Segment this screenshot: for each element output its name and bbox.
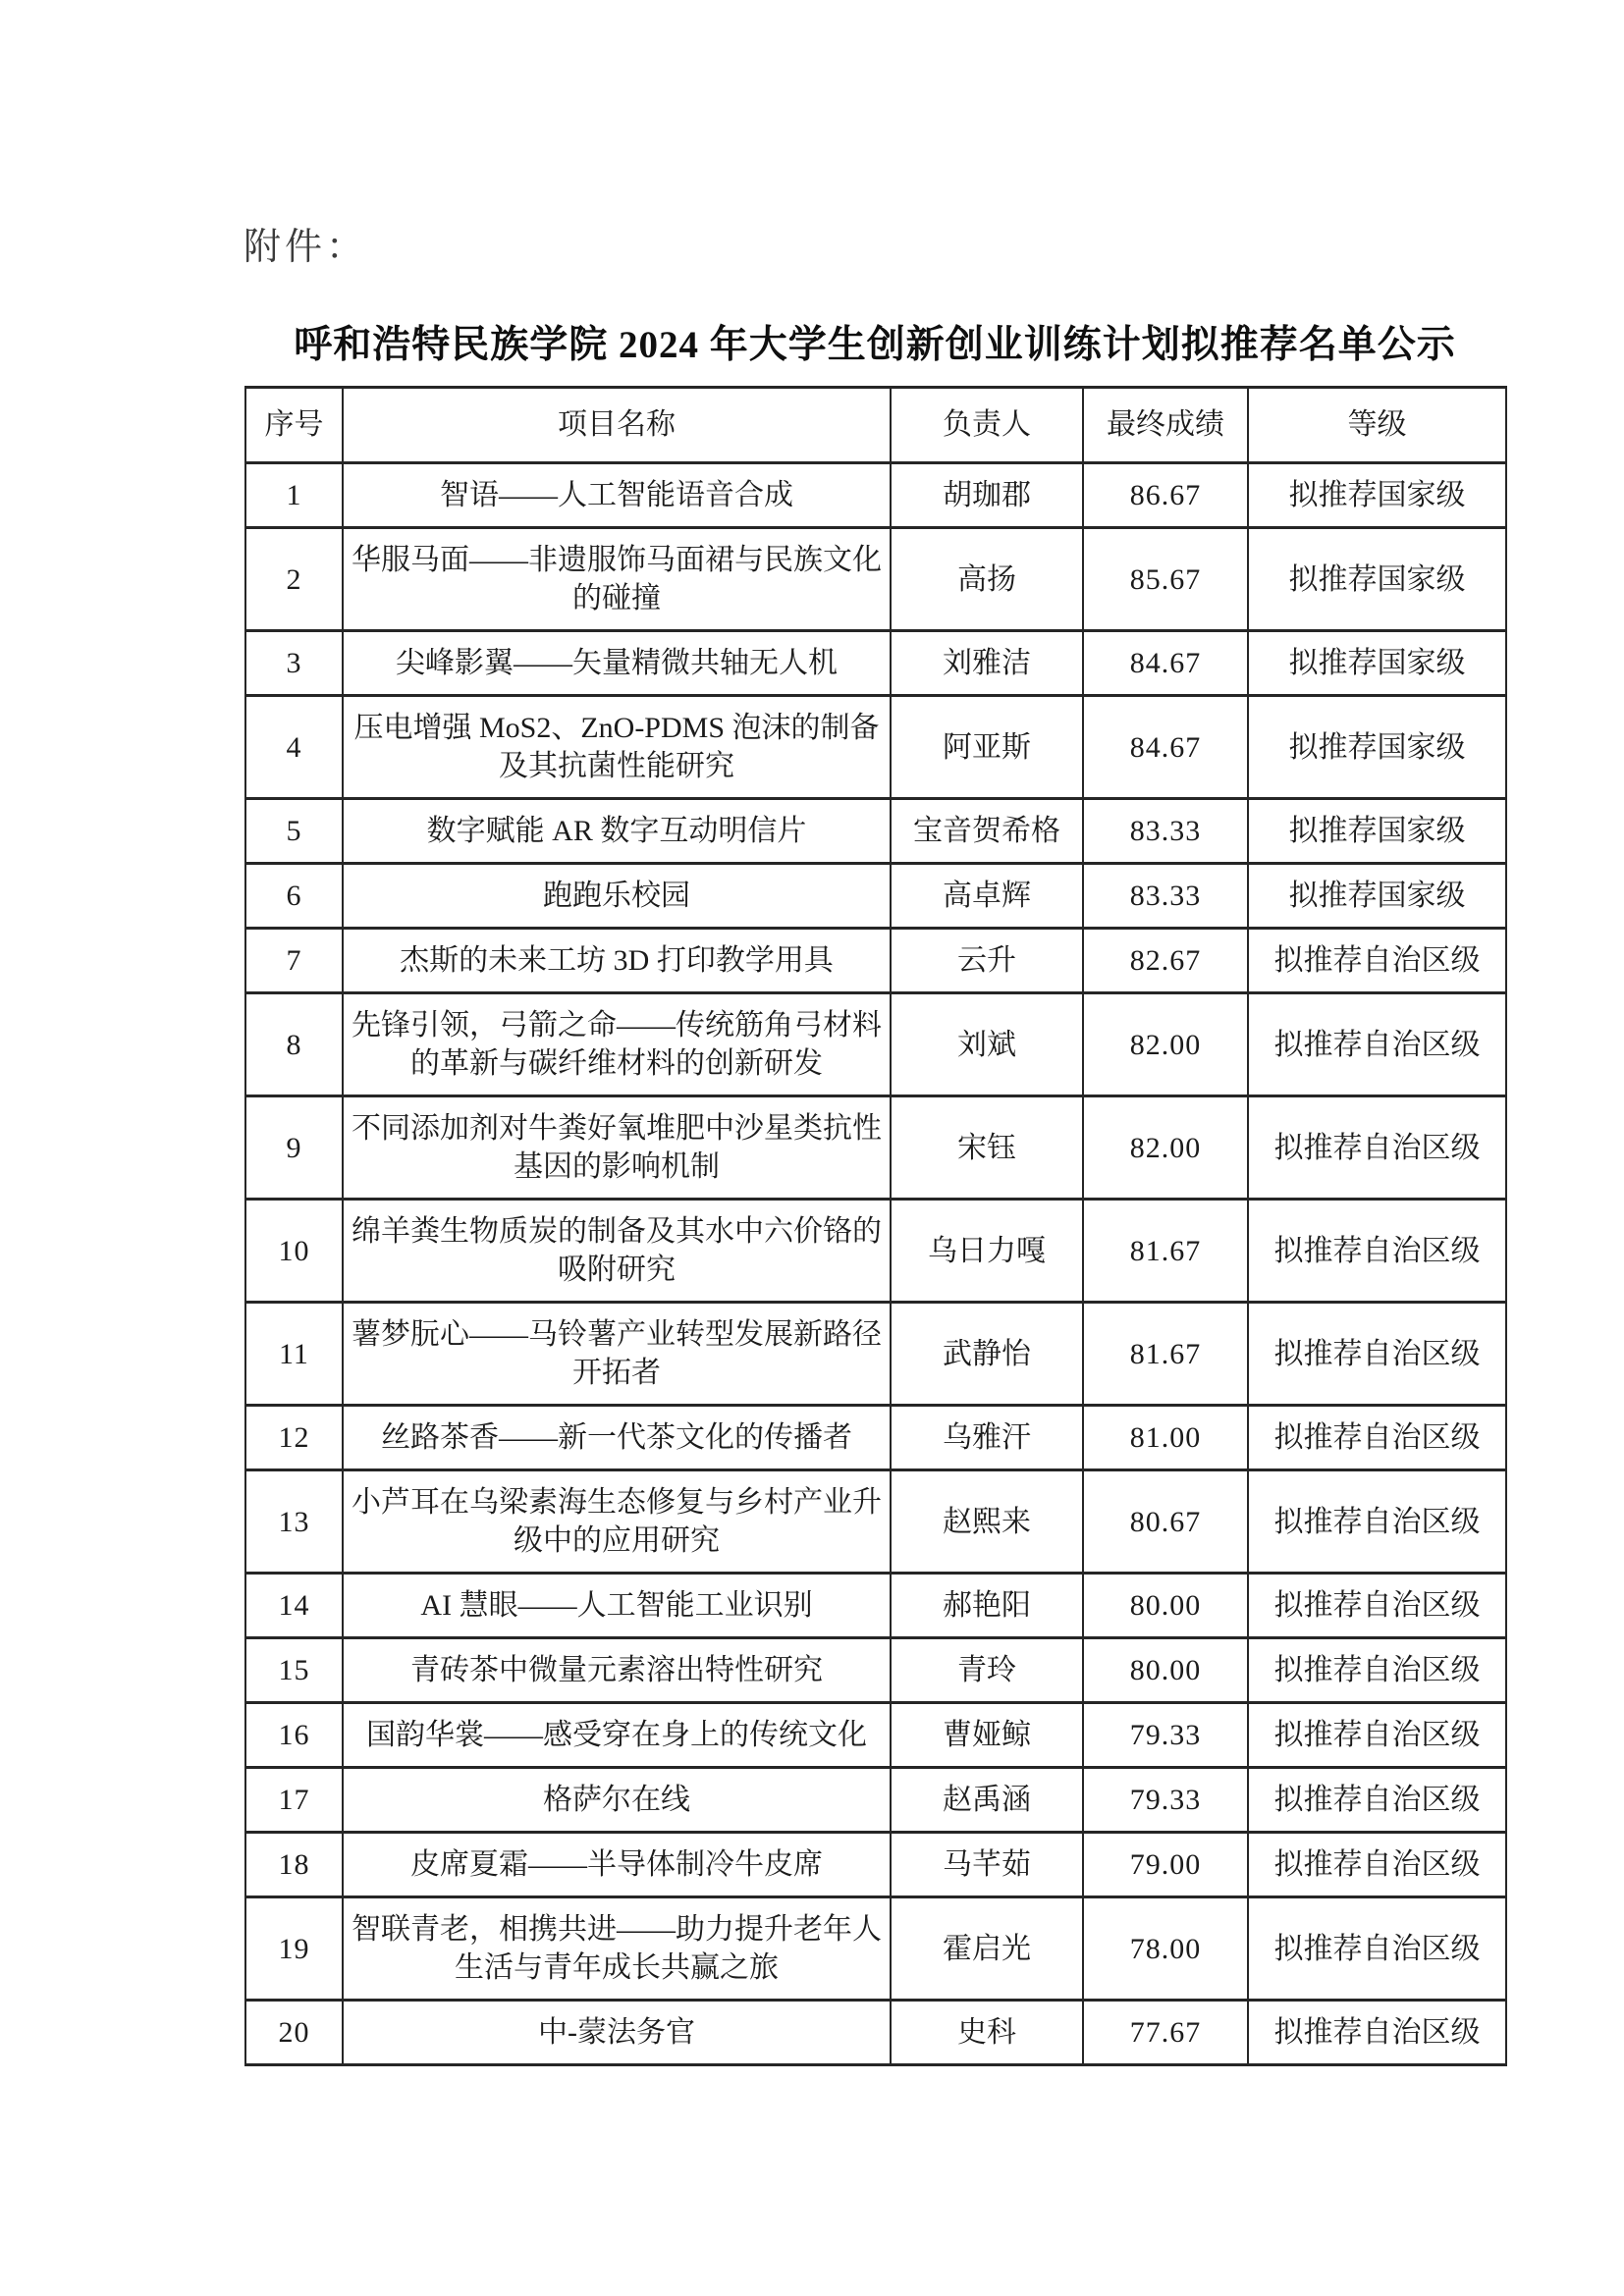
project-name-cell: 格萨尔在线 [343,1768,891,1833]
table-row [245,1638,1506,1703]
row-index-cell: 11 [245,1303,343,1406]
project-name-cell: AI 慧眼——人工智能工业识别 [343,1574,891,1638]
attachment-label: 附件： [244,227,368,268]
table-row [245,463,1506,528]
table-row [245,1096,1506,1200]
row-index-cell: 20 [245,2001,343,2065]
leader-cell: 马芊茹 [891,1833,1083,1897]
level-cell: 拟推荐自治区级 [1248,1574,1506,1638]
table-row [245,696,1506,799]
score-cell: 84.67 [1083,631,1248,696]
page-title: 呼和浩特民族学院 2024 年大学生创新创业训练计划拟推荐名单公示 [294,324,1456,366]
project-name-cell: 薯梦朊心——马铃薯产业转型发展新路径开拓者 [343,1303,891,1406]
row-index-cell: 12 [245,1406,343,1470]
table-row [245,929,1506,993]
level-cell: 拟推荐自治区级 [1248,1833,1506,1897]
score-cell: 77.67 [1083,2001,1248,2065]
project-name-cell: 丝路茶香——新一代茶文化的传播者 [343,1406,891,1470]
leader-cell: 赵熙来 [891,1470,1083,1574]
level-cell: 拟推荐自治区级 [1248,2001,1506,2065]
level-cell: 拟推荐国家级 [1248,528,1506,631]
level-cell: 拟推荐自治区级 [1248,993,1506,1096]
row-index-cell: 19 [245,1897,343,2001]
row-index-cell: 9 [245,1096,343,1200]
score-cell: 82.00 [1083,993,1248,1096]
leader-cell: 高扬 [891,528,1083,631]
leader-cell: 刘斌 [891,993,1083,1096]
project-name-cell: 压电增强 MoS2、ZnO-PDMS 泡沫的制备及其抗菌性能研究 [343,696,891,799]
project-name-cell: 中-蒙法务官 [343,2001,891,2065]
project-name-cell: 智联青老，相携共进——助力提升老年人生活与青年成长共赢之旅 [343,1897,891,2001]
header-cell-leader: 负责人 [891,388,1083,463]
level-cell: 拟推荐自治区级 [1248,1303,1506,1406]
leader-cell: 高卓辉 [891,864,1083,929]
leader-cell: 赵禹涵 [891,1768,1083,1833]
project-name-cell: 杰斯的未来工坊 3D 打印教学用具 [343,929,891,993]
table-row [245,1470,1506,1574]
score-cell: 78.00 [1083,1897,1248,2001]
header-cell-name: 项目名称 [343,388,891,463]
level-cell: 拟推荐国家级 [1248,799,1506,864]
level-cell: 拟推荐自治区级 [1248,1200,1506,1303]
row-index-cell: 15 [245,1638,343,1703]
level-cell: 拟推荐自治区级 [1248,929,1506,993]
score-cell: 80.00 [1083,1574,1248,1638]
table-row [245,993,1506,1096]
score-cell: 79.00 [1083,1833,1248,1897]
header-cell-score: 最终成绩 [1083,388,1248,463]
score-cell: 86.67 [1083,463,1248,528]
score-cell: 83.33 [1083,864,1248,929]
row-index-cell: 5 [245,799,343,864]
header-cell-level: 等级 [1248,388,1506,463]
row-index-cell: 18 [245,1833,343,1897]
row-index-cell: 1 [245,463,343,528]
score-cell: 85.67 [1083,528,1248,631]
table-row [245,1768,1506,1833]
score-cell: 79.33 [1083,1768,1248,1833]
level-cell: 拟推荐国家级 [1248,864,1506,929]
score-cell: 83.33 [1083,799,1248,864]
leader-cell: 宝音贺希格 [891,799,1083,864]
score-cell: 79.33 [1083,1703,1248,1768]
row-index-cell: 3 [245,631,343,696]
row-index-cell: 6 [245,864,343,929]
table-row [245,1200,1506,1303]
leader-cell: 刘雅洁 [891,631,1083,696]
leader-cell: 郝艳阳 [891,1574,1083,1638]
project-name-cell: 尖峰影翼——矢量精微共轴无人机 [343,631,891,696]
row-index-cell: 2 [245,528,343,631]
score-cell: 82.00 [1083,1096,1248,1200]
project-name-cell: 国韵华裳——感受穿在身上的传统文化 [343,1703,891,1768]
row-index-cell: 13 [245,1470,343,1574]
score-cell: 84.67 [1083,696,1248,799]
table-row [245,1574,1506,1638]
table-row [245,631,1506,696]
project-name-cell: 数字赋能 AR 数字互动明信片 [343,799,891,864]
score-cell: 82.67 [1083,929,1248,993]
table-header-row [245,388,1506,463]
row-index-cell: 14 [245,1574,343,1638]
score-cell: 80.00 [1083,1638,1248,1703]
row-index-cell: 16 [245,1703,343,1768]
project-name-cell: 智语——人工智能语音合成 [343,463,891,528]
leader-cell: 青玲 [891,1638,1083,1703]
table-row [245,528,1506,631]
leader-cell: 胡珈郡 [891,463,1083,528]
level-cell: 拟推荐国家级 [1248,696,1506,799]
project-name-cell: 绵羊粪生物质炭的制备及其水中六价铬的吸附研究 [343,1200,891,1303]
score-cell: 81.67 [1083,1303,1248,1406]
table-row [245,1897,1506,2001]
project-name-cell: 跑跑乐校园 [343,864,891,929]
leader-cell: 云升 [891,929,1083,993]
leader-cell: 阿亚斯 [891,696,1083,799]
table-row [245,2001,1506,2065]
leader-cell: 乌日力嘎 [891,1200,1083,1303]
row-index-cell: 17 [245,1768,343,1833]
table-row [245,1406,1506,1470]
level-cell: 拟推荐自治区级 [1248,1768,1506,1833]
recommendation-table [244,386,1507,2066]
project-name-cell: 不同添加剂对牛粪好氧堆肥中沙星类抗性基因的影响机制 [343,1096,891,1200]
row-index-cell: 4 [245,696,343,799]
leader-cell: 史科 [891,2001,1083,2065]
level-cell: 拟推荐自治区级 [1248,1638,1506,1703]
row-index-cell: 8 [245,993,343,1096]
project-name-cell: 小芦耳在乌梁素海生态修复与乡村产业升级中的应用研究 [343,1470,891,1574]
row-index-cell: 10 [245,1200,343,1303]
project-name-cell: 青砖茶中微量元素溶出特性研究 [343,1638,891,1703]
table-row [245,1303,1506,1406]
project-name-cell: 华服马面——非遗服饰马面裙与民族文化的碰撞 [343,528,891,631]
project-name-cell: 皮席夏霜——半导体制冷牛皮席 [343,1833,891,1897]
leader-cell: 武静怡 [891,1303,1083,1406]
table-row [245,864,1506,929]
table-row [245,1703,1506,1768]
project-name-cell: 先锋引领，弓箭之命——传统筋角弓材料的革新与碳纤维材料的创新研发 [343,993,891,1096]
level-cell: 拟推荐自治区级 [1248,1406,1506,1470]
row-index-cell: 7 [245,929,343,993]
score-cell: 80.67 [1083,1470,1248,1574]
table-row [245,799,1506,864]
table-row [245,1833,1506,1897]
leader-cell: 霍启光 [891,1897,1083,2001]
level-cell: 拟推荐国家级 [1248,463,1506,528]
leader-cell: 乌雅汗 [891,1406,1083,1470]
level-cell: 拟推荐国家级 [1248,631,1506,696]
leader-cell: 曹娅鲸 [891,1703,1083,1768]
level-cell: 拟推荐自治区级 [1248,1897,1506,2001]
header-cell-index: 序号 [245,388,343,463]
leader-cell: 宋钰 [891,1096,1083,1200]
level-cell: 拟推荐自治区级 [1248,1470,1506,1574]
level-cell: 拟推荐自治区级 [1248,1703,1506,1768]
level-cell: 拟推荐自治区级 [1248,1096,1506,1200]
score-cell: 81.00 [1083,1406,1248,1470]
score-cell: 81.67 [1083,1200,1248,1303]
